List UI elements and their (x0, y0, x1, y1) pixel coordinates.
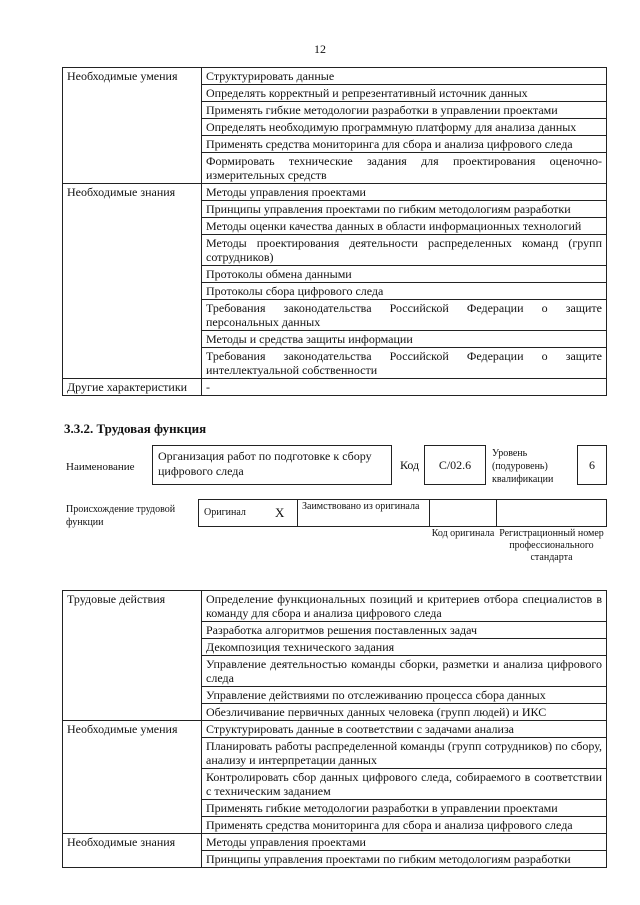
requirement-item: Планировать работы распределенной команды (групп сотрудников) по сбору, анализу и интерпретации данных (202, 738, 607, 769)
requirement-item: Применять гибкие методологии разработки в управлении проектами (202, 800, 607, 817)
requirement-item: Требования законодательства Российской Федерации о защите интеллектуальной собственности (202, 348, 607, 379)
requirement-item: Определение функциональных позиций и критериев отбора специалистов в команду для сбора и анализа цифрового следа (202, 591, 607, 622)
requirement-item: Методы управления проектами (202, 184, 607, 201)
requirement-item: Разработка алгоритмов решения поставленных задач (202, 622, 607, 639)
row-category: Другие характеристики (63, 379, 202, 396)
requirement-item: Методы оценки качества данных в области информационных технологий (202, 218, 607, 235)
requirements-table-1 (62, 67, 607, 396)
requirement-item: Методы проектирования деятельности распределенных команд (групп сотрудников) (202, 235, 607, 266)
code-value: C/02.6 (438, 458, 472, 472)
requirement-item: Управление действиями по отслеживанию процесса сбора данных (202, 687, 607, 704)
table-row (63, 721, 607, 738)
function-name-box (152, 445, 392, 485)
reg-number-caption: Регистрационный номер профессионального стандарта (499, 528, 604, 563)
original-mark: X (275, 505, 285, 520)
level-value: 6 (589, 458, 595, 472)
requirement-item: Протоколы сбора цифрового следа (202, 283, 607, 300)
requirement-item: Методы и средства защиты информации (202, 331, 607, 348)
code-label: Код (400, 458, 420, 472)
level-label: Уровень (подуровень) квалификации (492, 448, 554, 485)
borrowed-box (297, 499, 430, 527)
table-row (63, 834, 607, 851)
page-number: 12 (314, 42, 326, 56)
requirement-item: Применять гибкие методологии разработки в управлении проектами (202, 102, 607, 119)
level-box (577, 445, 607, 485)
requirement-item: Определять необходимую программную платформу для анализа данных (202, 119, 607, 136)
row-category: Трудовые действия (63, 591, 202, 721)
requirement-item: Требования законодательства Российской Федерации о защите персональных данных (202, 300, 607, 331)
table-row (63, 591, 607, 622)
requirements-table-2 (62, 590, 607, 868)
code-box (424, 445, 486, 485)
requirement-item: Принципы управления проектами по гибким методологиям разработки (202, 851, 607, 868)
row-category: Необходимые знания (63, 184, 202, 379)
requirement-item: Принципы управления проектами по гибким методологиям разработки (202, 201, 607, 218)
requirement-item: - (202, 379, 607, 396)
requirement-item: Применять средства мониторинга для сбора и анализа цифрового следа (202, 136, 607, 153)
borrowed-label: Заимствовано из оригинала (302, 501, 420, 512)
row-category: Необходимые знания (63, 834, 202, 868)
requirement-item: Декомпозиция технического задания (202, 639, 607, 656)
table-row (63, 184, 607, 201)
table-row (63, 379, 607, 396)
requirement-item: Применять средства мониторинга для сбора и анализа цифрового следа (202, 817, 607, 834)
requirement-item: Контролировать сбор данных цифрового следа, собираемого в соответствии с техническим заданием (202, 769, 607, 800)
requirement-item: Протоколы обмена данными (202, 266, 607, 283)
original-box (198, 499, 298, 527)
original-code-box (429, 499, 497, 527)
function-name: Организация работ по подготовке к сбору цифрового следа (158, 449, 372, 478)
requirement-item: Определять корректный и репрезентативный источник данных (202, 85, 607, 102)
reg-number-box (496, 499, 607, 527)
requirement-item: Формировать технические задания для проектирования оценочно-измерительных средств (202, 153, 607, 184)
requirement-item: Обезличивание первичных данных человека (групп людей) и ИКС (202, 704, 607, 721)
origin-label: Происхождение трудовой функции (66, 504, 176, 528)
requirement-item: Структурировать данные в соответствии с задачами анализа (202, 721, 607, 738)
name-label: Наименование (66, 461, 135, 473)
original-code-caption: Код оригинала (431, 528, 495, 539)
original-label: Оригинал (204, 507, 246, 518)
row-category: Необходимые умения (63, 721, 202, 834)
table-row (63, 68, 607, 85)
row-category: Необходимые умения (63, 68, 202, 184)
requirement-item: Структурировать данные (202, 68, 607, 85)
requirement-item: Управление деятельностью команды сборки, разметки и анализа цифрового следа (202, 656, 607, 687)
section-title: 3.3.2. Трудовая функция (64, 421, 207, 436)
requirement-item: Методы управления проектами (202, 834, 607, 851)
